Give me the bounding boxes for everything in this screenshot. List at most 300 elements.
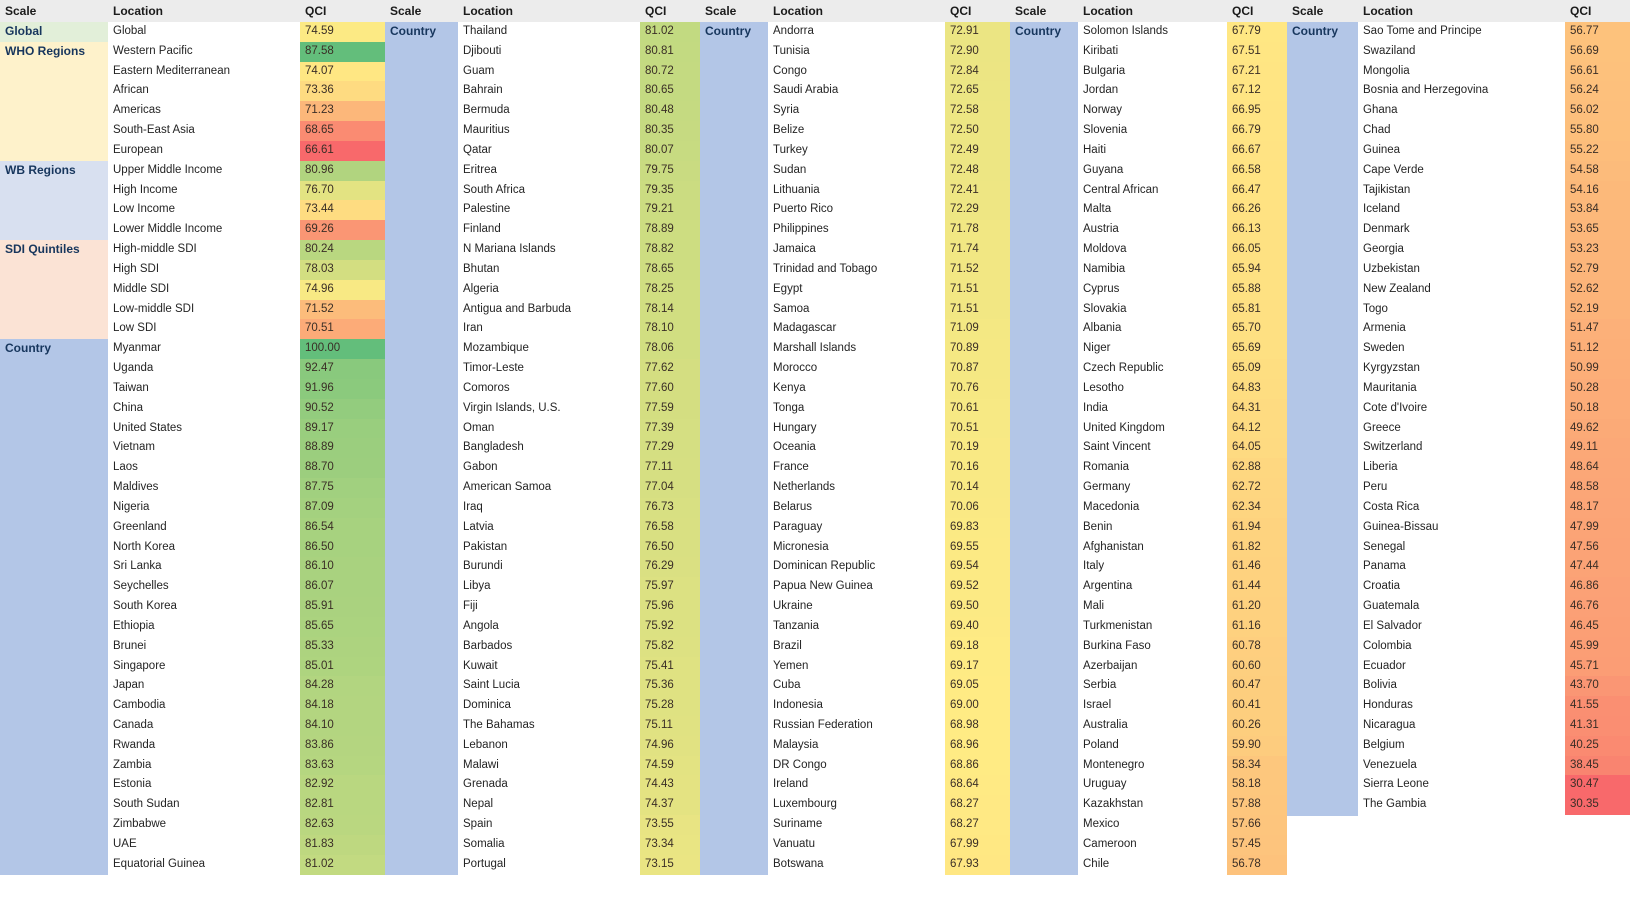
qci-cell[interactable]: 65.88 (1227, 280, 1287, 300)
location-cell[interactable]: Saint Lucia (463, 679, 520, 692)
location-cell[interactable]: Bulgaria (1083, 64, 1126, 77)
qci-cell[interactable]: 67.51 (1227, 42, 1287, 62)
qci-cell[interactable]: 78.14 (640, 300, 700, 320)
qci-cell[interactable]: 72.90 (945, 42, 1010, 62)
location-cell[interactable]: Eastern Mediterranean (113, 64, 230, 77)
qci-cell[interactable]: 51.47 (1565, 319, 1630, 339)
qci-cell[interactable]: 57.66 (1227, 815, 1287, 835)
location-cell[interactable]: Indonesia (773, 699, 823, 712)
qci-cell[interactable]: 55.22 (1565, 141, 1630, 161)
location-cell[interactable]: Denmark (1363, 223, 1410, 236)
location-cell[interactable]: Djibouti (463, 44, 502, 57)
qci-cell[interactable]: 55.80 (1565, 121, 1630, 141)
location-cell[interactable]: Uruguay (1083, 778, 1127, 791)
location-cell[interactable]: Australia (1083, 718, 1128, 731)
qci-cell[interactable]: 86.50 (300, 538, 385, 558)
qci-cell[interactable]: 89.17 (300, 419, 385, 439)
location-cell[interactable]: Central African (1083, 183, 1159, 196)
location-cell[interactable]: Poland (1083, 738, 1119, 751)
qci-cell[interactable]: 70.19 (945, 438, 1010, 458)
qci-cell[interactable]: 76.58 (640, 518, 700, 538)
location-cell[interactable]: Sudan (773, 163, 807, 176)
location-cell[interactable]: Guam (463, 64, 495, 77)
qci-cell[interactable]: 71.52 (300, 300, 385, 320)
qci-cell[interactable]: 60.60 (1227, 657, 1287, 677)
column-header-scale[interactable]: Scale (5, 4, 37, 18)
qci-cell[interactable]: 64.12 (1227, 419, 1287, 439)
qci-cell[interactable]: 66.26 (1227, 200, 1287, 220)
qci-cell[interactable]: 58.18 (1227, 775, 1287, 795)
location-cell[interactable]: Maldives (113, 481, 159, 494)
location-cell[interactable]: France (773, 461, 809, 474)
location-cell[interactable]: Micronesia (773, 540, 829, 553)
location-cell[interactable]: Swaziland (1363, 44, 1416, 57)
scale-section[interactable] (0, 339, 108, 875)
location-cell[interactable]: Congo (773, 64, 807, 77)
qci-cell[interactable]: 38.45 (1565, 756, 1630, 776)
qci-cell[interactable]: 68.65 (300, 121, 385, 141)
location-cell[interactable]: Afghanistan (1083, 540, 1144, 553)
qci-cell[interactable]: 61.16 (1227, 617, 1287, 637)
location-cell[interactable]: Brunei (113, 639, 147, 652)
location-cell[interactable]: Germany (1083, 481, 1131, 494)
location-cell[interactable]: Botswana (773, 857, 824, 870)
location-cell[interactable]: Rwanda (113, 738, 156, 751)
qci-cell[interactable]: 81.02 (640, 22, 700, 42)
location-cell[interactable]: Togo (1363, 302, 1388, 315)
location-cell[interactable]: Timor-Leste (463, 362, 524, 375)
location-cell[interactable]: Marshall Islands (773, 342, 857, 355)
location-cell[interactable]: South Sudan (113, 798, 180, 811)
location-cell[interactable]: Montenegro (1083, 758, 1145, 771)
location-cell[interactable]: Russian Federation (773, 718, 873, 731)
qci-cell[interactable]: 56.02 (1565, 101, 1630, 121)
location-cell[interactable]: Kyrgyzstan (1363, 362, 1420, 375)
qci-cell[interactable]: 81.02 (300, 855, 385, 875)
qci-cell[interactable]: 64.83 (1227, 379, 1287, 399)
qci-cell[interactable]: 71.51 (945, 280, 1010, 300)
qci-cell[interactable]: 56.61 (1565, 62, 1630, 82)
location-cell[interactable]: Italy (1083, 560, 1105, 573)
qci-cell[interactable]: 74.59 (300, 22, 385, 42)
qci-cell[interactable]: 71.78 (945, 220, 1010, 240)
location-cell[interactable]: Ukraine (773, 600, 813, 613)
location-cell[interactable]: United States (113, 421, 183, 434)
location-cell[interactable]: Zimbabwe (113, 818, 167, 831)
qci-cell[interactable]: 62.88 (1227, 458, 1287, 478)
column-header-scale[interactable]: Scale (705, 4, 737, 18)
qci-cell[interactable]: 74.07 (300, 62, 385, 82)
qci-cell[interactable]: 77.39 (640, 419, 700, 439)
location-cell[interactable]: Namibia (1083, 262, 1126, 275)
qci-cell[interactable]: 78.65 (640, 260, 700, 280)
location-cell[interactable]: Estonia (113, 778, 152, 791)
location-cell[interactable]: Canada (113, 718, 154, 731)
qci-cell[interactable]: 71.74 (945, 240, 1010, 260)
qci-cell[interactable]: 83.63 (300, 756, 385, 776)
location-cell[interactable]: Puerto Rico (773, 203, 834, 216)
location-cell[interactable]: Switzerland (1363, 441, 1423, 454)
location-cell[interactable]: Croatia (1363, 580, 1401, 593)
location-cell[interactable]: Sweden (1363, 342, 1405, 355)
qci-cell[interactable]: 72.91 (945, 22, 1010, 42)
location-cell[interactable]: Mozambique (463, 342, 529, 355)
qci-cell[interactable]: 66.13 (1227, 220, 1287, 240)
qci-cell[interactable]: 84.10 (300, 716, 385, 736)
location-cell[interactable]: DR Congo (773, 758, 827, 771)
location-cell[interactable]: Hungary (773, 421, 817, 434)
qci-cell[interactable]: 60.41 (1227, 696, 1287, 716)
location-cell[interactable]: Mongolia (1363, 64, 1410, 77)
qci-cell[interactable]: 56.78 (1227, 855, 1287, 875)
location-cell[interactable]: Western Pacific (113, 44, 193, 57)
location-cell[interactable]: Spain (463, 818, 493, 831)
qci-cell[interactable]: 45.71 (1565, 657, 1630, 677)
qci-cell[interactable]: 61.46 (1227, 557, 1287, 577)
qci-cell[interactable]: 59.90 (1227, 736, 1287, 756)
column-header-qci[interactable]: QCI (305, 4, 327, 18)
qci-cell[interactable]: 60.47 (1227, 676, 1287, 696)
location-cell[interactable]: Philippines (773, 223, 829, 236)
qci-cell[interactable]: 84.18 (300, 696, 385, 716)
location-cell[interactable]: Malaysia (773, 738, 819, 751)
location-cell[interactable]: Palestine (463, 203, 511, 216)
qci-cell[interactable]: 90.52 (300, 399, 385, 419)
location-cell[interactable]: Low SDI (113, 322, 157, 335)
qci-cell[interactable]: 78.10 (640, 319, 700, 339)
qci-cell[interactable]: 87.58 (300, 42, 385, 62)
location-cell[interactable]: Gabon (463, 461, 498, 474)
location-cell[interactable]: Laos (113, 461, 138, 474)
qci-cell[interactable]: 69.05 (945, 676, 1010, 696)
location-cell[interactable]: North Korea (113, 540, 176, 553)
scale-section[interactable] (0, 240, 108, 339)
qci-cell[interactable]: 72.29 (945, 200, 1010, 220)
qci-cell[interactable]: 74.96 (300, 280, 385, 300)
location-cell[interactable]: Andorra (773, 25, 814, 37)
location-cell[interactable]: Oman (463, 421, 495, 434)
location-cell[interactable]: Armenia (1363, 322, 1406, 335)
qci-cell[interactable]: 73.34 (640, 835, 700, 855)
qci-cell[interactable]: 100.00 (300, 339, 385, 359)
qci-cell[interactable]: 69.83 (945, 518, 1010, 538)
qci-cell[interactable]: 40.25 (1565, 736, 1630, 756)
qci-cell[interactable]: 77.29 (640, 438, 700, 458)
scale-section[interactable] (0, 42, 108, 161)
location-cell[interactable]: Malawi (463, 758, 499, 771)
location-cell[interactable]: Cambodia (113, 699, 166, 712)
qci-cell[interactable]: 79.75 (640, 161, 700, 181)
location-cell[interactable]: Egypt (773, 282, 803, 295)
location-cell[interactable]: Barbados (463, 639, 513, 652)
qci-cell[interactable]: 73.36 (300, 81, 385, 101)
column-header-scale[interactable]: Scale (1292, 4, 1324, 18)
location-cell[interactable]: Greece (1363, 421, 1401, 434)
location-cell[interactable]: Tunisia (773, 44, 810, 57)
qci-cell[interactable]: 69.18 (945, 637, 1010, 657)
scale-section[interactable] (1010, 22, 1078, 875)
qci-cell[interactable]: 80.24 (300, 240, 385, 260)
location-cell[interactable]: Georgia (1363, 243, 1404, 256)
location-cell[interactable]: Jordan (1083, 84, 1119, 97)
qci-cell[interactable]: 60.78 (1227, 637, 1287, 657)
qci-cell[interactable]: 83.86 (300, 736, 385, 756)
qci-cell[interactable]: 74.96 (640, 736, 700, 756)
qci-cell[interactable]: 70.61 (945, 399, 1010, 419)
qci-cell[interactable]: 67.21 (1227, 62, 1287, 82)
location-cell[interactable]: Yemen (773, 659, 809, 672)
column-header-location[interactable]: Location (773, 4, 823, 18)
location-cell[interactable]: Oceania (773, 441, 816, 454)
location-cell[interactable]: Lesotho (1083, 381, 1124, 394)
location-cell[interactable]: Mali (1083, 600, 1105, 613)
qci-cell[interactable]: 87.75 (300, 478, 385, 498)
location-cell[interactable]: Slovakia (1083, 302, 1127, 315)
qci-cell[interactable]: 66.95 (1227, 101, 1287, 121)
location-cell[interactable]: Albania (1083, 322, 1122, 335)
location-cell[interactable]: Turkmenistan (1083, 619, 1153, 632)
location-cell[interactable]: High-middle SDI (113, 243, 197, 256)
location-cell[interactable]: Trinidad and Tobago (773, 262, 878, 275)
qci-cell[interactable]: 61.20 (1227, 597, 1287, 617)
location-cell[interactable]: American Samoa (463, 481, 552, 494)
qci-cell[interactable]: 46.76 (1565, 597, 1630, 617)
location-cell[interactable]: Guatemala (1363, 600, 1420, 613)
location-cell[interactable]: N Mariana Islands (463, 243, 556, 256)
location-cell[interactable]: South Korea (113, 600, 177, 613)
qci-cell[interactable]: 66.67 (1227, 141, 1287, 161)
location-cell[interactable]: Finland (463, 223, 501, 236)
location-cell[interactable]: United Kingdom (1083, 421, 1165, 434)
qci-cell[interactable]: 76.29 (640, 557, 700, 577)
location-cell[interactable]: Lebanon (463, 738, 508, 751)
location-cell[interactable]: Turkey (773, 143, 808, 156)
qci-cell[interactable]: 73.44 (300, 200, 385, 220)
location-cell[interactable]: Paraguay (773, 520, 823, 533)
location-cell[interactable]: Libya (463, 580, 491, 593)
qci-cell[interactable]: 65.70 (1227, 319, 1287, 339)
location-cell[interactable]: Vanuatu (773, 837, 815, 850)
qci-cell[interactable]: 62.72 (1227, 478, 1287, 498)
location-cell[interactable]: Brazil (773, 639, 802, 652)
location-cell[interactable]: Belize (773, 124, 805, 137)
location-cell[interactable]: Netherlands (773, 481, 836, 494)
qci-cell[interactable]: 86.10 (300, 557, 385, 577)
location-cell[interactable]: Low Income (113, 203, 176, 216)
location-cell[interactable]: Suriname (773, 818, 823, 831)
location-cell[interactable]: Jamaica (773, 243, 816, 256)
qci-cell[interactable]: 66.79 (1227, 121, 1287, 141)
qci-cell[interactable]: 53.65 (1565, 220, 1630, 240)
qci-cell[interactable]: 52.19 (1565, 300, 1630, 320)
location-cell[interactable]: Sao Tome and Principe (1363, 25, 1482, 37)
qci-cell[interactable]: 69.50 (945, 597, 1010, 617)
location-cell[interactable]: Uzbekistan (1363, 262, 1420, 275)
scale-section[interactable] (385, 22, 458, 875)
location-cell[interactable]: Solomon Islands (1083, 25, 1169, 37)
scale-section[interactable] (0, 161, 108, 240)
location-cell[interactable]: Liberia (1363, 461, 1398, 474)
location-cell[interactable]: Chile (1083, 857, 1110, 870)
qci-cell[interactable]: 71.51 (945, 300, 1010, 320)
location-cell[interactable]: Ethiopia (113, 619, 155, 632)
qci-cell[interactable]: 78.25 (640, 280, 700, 300)
qci-cell[interactable]: 67.12 (1227, 81, 1287, 101)
location-cell[interactable]: Saint Vincent (1083, 441, 1151, 454)
qci-cell[interactable]: 68.64 (945, 775, 1010, 795)
location-cell[interactable]: Guyana (1083, 163, 1124, 176)
qci-cell[interactable]: 46.86 (1565, 577, 1630, 597)
qci-cell[interactable]: 75.36 (640, 676, 700, 696)
location-cell[interactable]: Myanmar (113, 342, 161, 355)
column-header-qci[interactable]: QCI (645, 4, 667, 18)
qci-cell[interactable]: 43.70 (1565, 676, 1630, 696)
location-cell[interactable]: Pakistan (463, 540, 508, 553)
location-cell[interactable]: Belgium (1363, 738, 1405, 751)
location-cell[interactable]: Vietnam (113, 441, 155, 454)
qci-cell[interactable]: 69.52 (945, 577, 1010, 597)
qci-cell[interactable]: 65.94 (1227, 260, 1287, 280)
location-cell[interactable]: Equatorial Guinea (113, 857, 206, 870)
location-cell[interactable]: Japan (113, 679, 145, 692)
location-cell[interactable]: Bermuda (463, 104, 510, 117)
qci-cell[interactable]: 75.96 (640, 597, 700, 617)
location-cell[interactable]: Lower Middle Income (113, 223, 223, 236)
location-cell[interactable]: Kazakhstan (1083, 798, 1144, 811)
location-cell[interactable]: Latvia (463, 520, 494, 533)
qci-cell[interactable]: 72.58 (945, 101, 1010, 121)
qci-cell[interactable]: 52.79 (1565, 260, 1630, 280)
location-cell[interactable]: Global (113, 25, 147, 37)
location-cell[interactable]: Guinea-Bissau (1363, 520, 1439, 533)
qci-cell[interactable]: 68.96 (945, 736, 1010, 756)
qci-cell[interactable]: 71.52 (945, 260, 1010, 280)
location-cell[interactable]: Iceland (1363, 203, 1401, 216)
location-cell[interactable]: Ecuador (1363, 659, 1406, 672)
location-cell[interactable]: Fiji (463, 600, 478, 613)
qci-cell[interactable]: 48.17 (1565, 498, 1630, 518)
location-cell[interactable]: India (1083, 401, 1108, 414)
location-cell[interactable]: Moldova (1083, 243, 1127, 256)
qci-cell[interactable]: 80.48 (640, 101, 700, 121)
location-cell[interactable]: New Zealand (1363, 282, 1431, 295)
qci-cell[interactable]: 72.48 (945, 161, 1010, 181)
location-cell[interactable]: Kiribati (1083, 44, 1119, 57)
location-cell[interactable]: African (113, 84, 149, 97)
qci-cell[interactable]: 41.31 (1565, 716, 1630, 736)
qci-cell[interactable]: 56.24 (1565, 81, 1630, 101)
qci-cell[interactable]: 57.88 (1227, 795, 1287, 815)
qci-cell[interactable]: 30.47 (1565, 775, 1630, 795)
qci-cell[interactable]: 41.55 (1565, 696, 1630, 716)
location-cell[interactable]: High SDI (113, 262, 160, 275)
qci-cell[interactable]: 80.35 (640, 121, 700, 141)
qci-cell[interactable]: 45.99 (1565, 637, 1630, 657)
location-cell[interactable]: Bolivia (1363, 679, 1397, 692)
qci-cell[interactable]: 85.91 (300, 597, 385, 617)
qci-cell[interactable]: 56.69 (1565, 42, 1630, 62)
location-cell[interactable]: Singapore (113, 659, 166, 672)
qci-cell[interactable]: 71.23 (300, 101, 385, 121)
location-cell[interactable]: Honduras (1363, 699, 1413, 712)
location-cell[interactable]: Burkina Faso (1083, 639, 1151, 652)
qci-cell[interactable]: 66.61 (300, 141, 385, 161)
qci-cell[interactable]: 86.07 (300, 577, 385, 597)
qci-cell[interactable]: 65.69 (1227, 339, 1287, 359)
qci-cell[interactable]: 47.99 (1565, 518, 1630, 538)
qci-cell[interactable]: 69.26 (300, 220, 385, 240)
scale-section[interactable] (0, 22, 108, 42)
location-cell[interactable]: Serbia (1083, 679, 1117, 692)
qci-cell[interactable]: 69.54 (945, 557, 1010, 577)
location-cell[interactable]: Eritrea (463, 163, 497, 176)
location-cell[interactable]: Romania (1083, 461, 1130, 474)
column-header-location[interactable]: Location (463, 4, 513, 18)
qci-cell[interactable]: 84.28 (300, 676, 385, 696)
location-cell[interactable]: Tonga (773, 401, 805, 414)
location-cell[interactable]: Azerbaijan (1083, 659, 1138, 672)
column-header-qci[interactable]: QCI (950, 4, 972, 18)
qci-cell[interactable]: 80.96 (300, 161, 385, 181)
location-cell[interactable]: Zambia (113, 758, 152, 771)
qci-cell[interactable]: 78.82 (640, 240, 700, 260)
location-cell[interactable]: The Gambia (1363, 798, 1427, 811)
qci-cell[interactable]: 65.81 (1227, 300, 1287, 320)
qci-cell[interactable]: 81.83 (300, 835, 385, 855)
qci-cell[interactable]: 66.58 (1227, 161, 1287, 181)
location-cell[interactable]: Benin (1083, 520, 1113, 533)
qci-cell[interactable]: 72.41 (945, 181, 1010, 201)
location-cell[interactable]: Lithuania (773, 183, 820, 196)
qci-cell[interactable]: 74.37 (640, 795, 700, 815)
location-cell[interactable]: Cape Verde (1363, 163, 1424, 176)
qci-cell[interactable]: 82.81 (300, 795, 385, 815)
qci-cell[interactable]: 85.01 (300, 657, 385, 677)
qci-cell[interactable]: 50.28 (1565, 379, 1630, 399)
qci-cell[interactable]: 68.27 (945, 795, 1010, 815)
qci-cell[interactable]: 80.81 (640, 42, 700, 62)
qci-cell[interactable]: 70.51 (300, 319, 385, 339)
location-cell[interactable]: Bangladesh (463, 441, 524, 454)
qci-cell[interactable]: 75.11 (640, 716, 700, 736)
scale-section[interactable] (1287, 22, 1358, 816)
qci-cell[interactable]: 57.45 (1227, 835, 1287, 855)
location-cell[interactable]: Chad (1363, 124, 1391, 137)
qci-cell[interactable]: 64.05 (1227, 438, 1287, 458)
qci-cell[interactable]: 67.99 (945, 835, 1010, 855)
qci-cell[interactable]: 76.50 (640, 538, 700, 558)
location-cell[interactable]: Slovenia (1083, 124, 1128, 137)
location-cell[interactable]: Upper Middle Income (113, 163, 223, 176)
qci-cell[interactable]: 54.16 (1565, 181, 1630, 201)
qci-cell[interactable]: 77.11 (640, 458, 700, 478)
location-cell[interactable]: Niger (1083, 342, 1111, 355)
qci-cell[interactable]: 61.44 (1227, 577, 1287, 597)
qci-cell[interactable]: 78.03 (300, 260, 385, 280)
location-cell[interactable]: Portugal (463, 857, 506, 870)
location-cell[interactable]: Mauritania (1363, 381, 1417, 394)
qci-cell[interactable]: 68.86 (945, 756, 1010, 776)
column-header-scale[interactable]: Scale (1015, 4, 1047, 18)
location-cell[interactable]: Senegal (1363, 540, 1406, 553)
qci-cell[interactable]: 73.15 (640, 855, 700, 875)
location-cell[interactable]: Kenya (773, 381, 806, 394)
location-cell[interactable]: Mexico (1083, 818, 1120, 831)
qci-cell[interactable]: 77.04 (640, 478, 700, 498)
qci-cell[interactable]: 64.31 (1227, 399, 1287, 419)
qci-cell[interactable]: 80.72 (640, 62, 700, 82)
location-cell[interactable]: Low-middle SDI (113, 302, 195, 315)
